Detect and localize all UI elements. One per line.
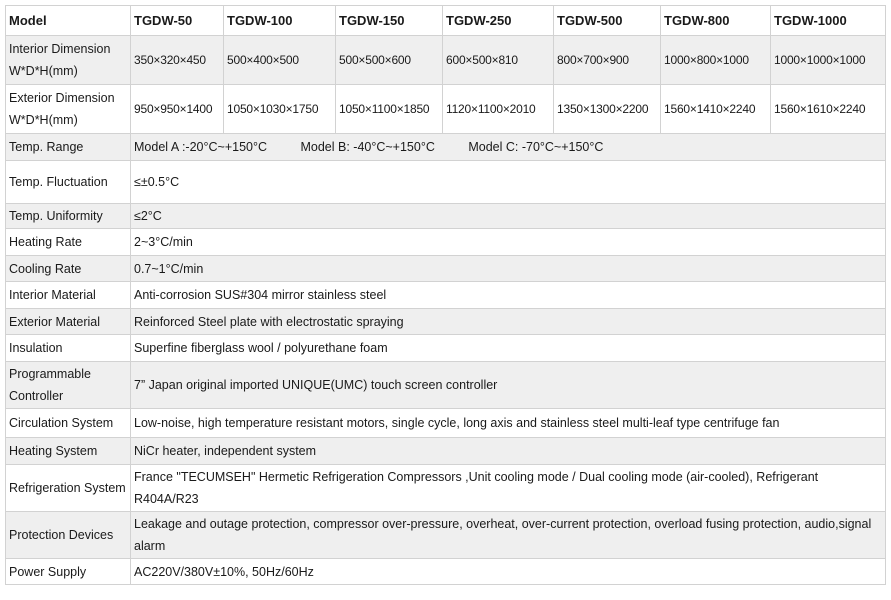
dimension-cell: 500×400×500 [224, 36, 336, 85]
interior-dimension-row [6, 36, 886, 85]
row-label: Heating System [6, 438, 131, 465]
spec-value: AC220V/380V±10%, 50Hz/60Hz [131, 559, 886, 585]
row-label: Programmable Controller [6, 362, 131, 409]
spec-row [6, 362, 886, 409]
spec-row [6, 309, 886, 335]
spec-row [6, 409, 886, 438]
row-label: Interior Dimension W*D*H(mm) [6, 36, 131, 85]
spec-value: 2~3°C/min [131, 229, 886, 256]
spec-row [6, 465, 886, 512]
spec-row [6, 161, 886, 204]
model-header: Model [6, 6, 131, 36]
spec-value: Leakage and outage protection, compressor over-pressure, overheat, over-current protection, overload fusing protection, audio,signal alarm [131, 512, 886, 559]
dimension-cell: 350×320×450 [131, 36, 224, 85]
spec-row [6, 438, 886, 465]
model-name: TGDW-250 [443, 6, 554, 36]
model-name: TGDW-800 [661, 6, 771, 36]
spec-value: France "TECUMSEH" Hermetic Refrigeration Compressors ,Unit cooling mode / Dual cooling mode (air-cooled), Refrigerant R404A/R23 [131, 465, 886, 512]
spec-row [6, 559, 886, 585]
spec-row [6, 229, 886, 256]
exterior-dimension-row [6, 85, 886, 134]
row-label: Exterior Material [6, 309, 131, 335]
spec-value: Superfine fiberglass wool / polyurethane foam [131, 335, 886, 362]
dimension-cell: 1000×1000×1000 [771, 36, 886, 85]
dimension-cell: 600×500×810 [443, 36, 554, 85]
dimension-cell: 1050×1030×1750 [224, 85, 336, 134]
row-label: Interior Material [6, 282, 131, 309]
dimension-cell: 950×950×1400 [131, 85, 224, 134]
model-name: TGDW-500 [554, 6, 661, 36]
dimension-cell: 500×500×600 [336, 36, 443, 85]
dimension-cell: 1000×800×1000 [661, 36, 771, 85]
row-label: Power Supply [6, 559, 131, 585]
model-name: TGDW-1000 [771, 6, 886, 36]
header-row [6, 6, 886, 36]
spec-row [6, 282, 886, 309]
spec-value: ≤±0.5°C [131, 161, 886, 204]
model-name: TGDW-150 [336, 6, 443, 36]
spec-value: Anti-corrosion SUS#304 mirror stainless steel [131, 282, 886, 309]
spec-row [6, 204, 886, 229]
spec-row [6, 335, 886, 362]
spec-value: NiCr heater, independent system [131, 438, 886, 465]
spec-value: 7” Japan original imported UNIQUE(UMC) touch screen controller [131, 362, 886, 409]
dimension-cell: 1350×1300×2200 [554, 85, 661, 134]
row-label: Cooling Rate [6, 256, 131, 282]
dimension-cell: 1050×1100×1850 [336, 85, 443, 134]
dimension-cell: 800×700×900 [554, 36, 661, 85]
model-b-range: Model B: -40°C~+150°C [300, 140, 435, 154]
spec-value: ≤2°C [131, 204, 886, 229]
spec-table [5, 5, 886, 585]
row-label: Circulation System [6, 409, 131, 438]
model-a-range: Model A :-20°C~+150°C [134, 140, 267, 154]
dimension-cell: 1560×1610×2240 [771, 85, 886, 134]
temp-range-value [131, 134, 886, 161]
spec-row [6, 512, 886, 559]
row-label: Temp. Fluctuation [6, 161, 131, 204]
row-label: Insulation [6, 335, 131, 362]
temp-range-row [6, 134, 886, 161]
dimension-cell: 1560×1410×2240 [661, 85, 771, 134]
row-label: Protection Devices [6, 512, 131, 559]
row-label: Heating Rate [6, 229, 131, 256]
model-name: TGDW-100 [224, 6, 336, 36]
model-name: TGDW-50 [131, 6, 224, 36]
row-label: Exterior Dimension W*D*H(mm) [6, 85, 131, 134]
dimension-cell: 1120×1100×2010 [443, 85, 554, 134]
row-label: Refrigeration System [6, 465, 131, 512]
spec-value: Low-noise, high temperature resistant motors, single cycle, long axis and stainless steel multi-leaf type centrifuge fan [131, 409, 886, 438]
model-c-range: Model C: -70°C~+150°C [468, 140, 604, 154]
spec-row [6, 256, 886, 282]
row-label: Temp. Range [6, 134, 131, 161]
spec-value: 0.7~1°C/min [131, 256, 886, 282]
row-label: Temp. Uniformity [6, 204, 131, 229]
spec-value: Reinforced Steel plate with electrostatic spraying [131, 309, 886, 335]
